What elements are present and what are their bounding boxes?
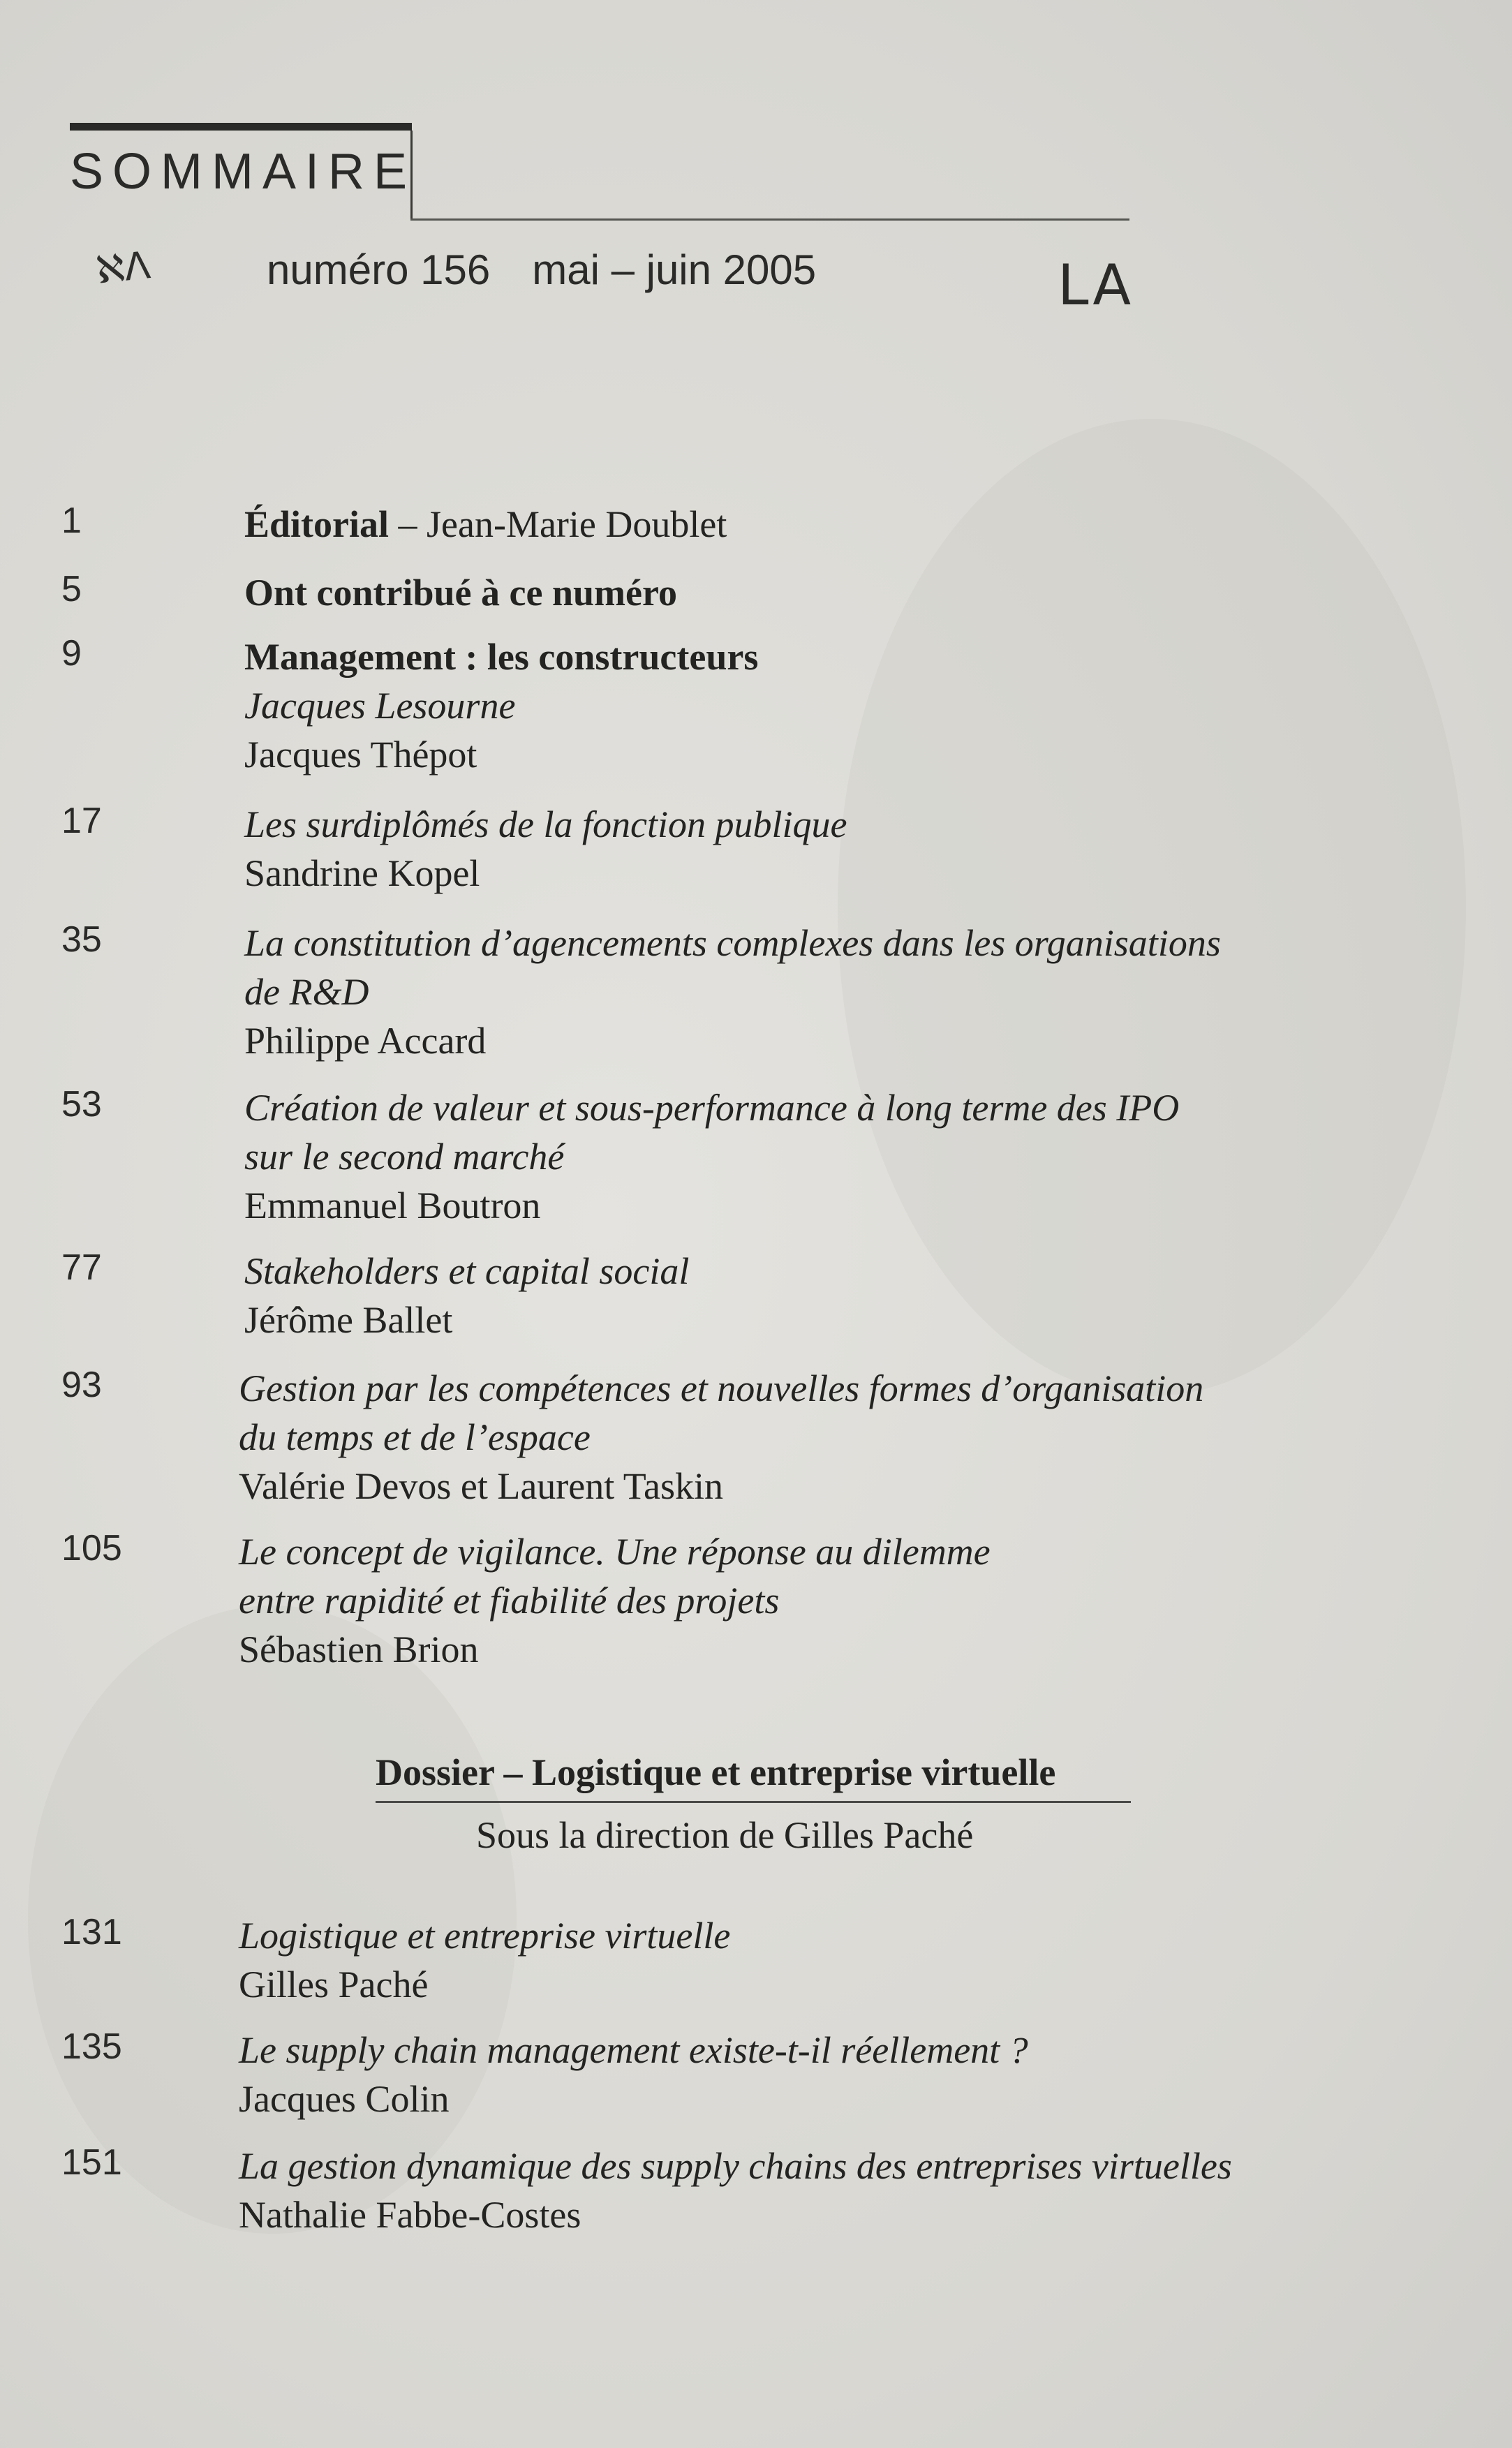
- toc-page-number: 105: [61, 1528, 122, 1568]
- toc-title-continued: entre rapidité et fiabilité des projets: [239, 1580, 780, 1622]
- toc-page-number: 5: [61, 569, 82, 609]
- toc-page-number: 35: [61, 919, 102, 960]
- toc-page-number: 53: [61, 1084, 102, 1125]
- toc-title: Le concept de vigilance. Une réponse au dilemme: [239, 1531, 991, 1573]
- toc-author: Valérie Devos et Laurent Taskin: [239, 1465, 723, 1507]
- toc-entry-lines: [244, 1083, 1431, 1230]
- toc-title: Éditorial: [244, 503, 390, 545]
- toc-title: Le supply chain management existe-t-il réellement ?: [239, 2029, 1028, 2071]
- toc-entry-lines: [239, 1527, 1425, 1674]
- toc-title-continued: du temps et de l’espace: [239, 1416, 591, 1458]
- toc-entry-lines: [239, 2026, 1425, 2123]
- toc-title: Ont contribué à ce numéro: [244, 572, 677, 614]
- toc-author: Gilles Paché: [239, 1964, 429, 2005]
- toc-author: Philippe Accard: [244, 1020, 487, 1062]
- toc-title: Logistique et entreprise virtuelle: [239, 1915, 731, 1957]
- toc-title-line: [244, 500, 1431, 549]
- toc-author: Emmanuel Boutron: [244, 1185, 541, 1226]
- toc-author: Jérôme Ballet: [244, 1299, 453, 1341]
- toc-page-number: 131: [61, 1912, 122, 1952]
- toc-author: Nathalie Fabbe-Costes: [239, 2194, 581, 2236]
- toc-author: Sandrine Kopel: [244, 852, 480, 894]
- toc-author: Jacques Lesourne: [244, 685, 516, 727]
- toc-page-number: 77: [61, 1247, 102, 1288]
- issue-line: [267, 246, 816, 294]
- toc-author: Jacques Thépot: [244, 734, 477, 776]
- toc-page-number: 135: [61, 2026, 122, 2067]
- toc-title: La gestion dynamique des supply chains des entreprises virtuelles: [239, 2145, 1232, 2187]
- toc-entry-lines: [244, 632, 1431, 779]
- toc-title-continued: de R&D: [244, 971, 369, 1013]
- toc-title: Création de valeur et sous-performance à long terme des IPO: [244, 1087, 1180, 1129]
- toc-page-number: 1: [61, 500, 82, 541]
- toc-title: Gestion par les compétences et nouvelles formes d’organisation: [239, 1367, 1204, 1409]
- toc-entry-lines: [244, 568, 1431, 617]
- toc-entry-lines: [244, 800, 1431, 898]
- toc-title: Les surdiplômés de la fonction publique: [244, 803, 847, 845]
- toc-entry-lines: [244, 919, 1431, 1065]
- toc-author-inline: – Jean-Marie Doublet: [389, 503, 727, 545]
- issue-number: numéro 156: [267, 246, 491, 293]
- toc-entry-lines: [239, 1911, 1425, 2009]
- toc-author: Jacques Colin: [239, 2078, 450, 2120]
- toc-title-continued: sur le second marché: [244, 1136, 565, 1178]
- page-title: SOMMAIRE: [70, 144, 417, 200]
- toc-entry-lines: [239, 1364, 1425, 1511]
- toc-entry-lines: [244, 500, 1431, 549]
- dossier-title: Dossier – Logistique et entreprise virtuelle: [376, 1751, 1056, 1793]
- toc-page-number: 9: [61, 633, 82, 674]
- toc-page-number: 93: [61, 1365, 102, 1405]
- toc-entry-lines: [244, 1247, 1431, 1344]
- toc-entry-lines: [239, 2142, 1425, 2239]
- toc-title: La constitution d’agencements complexes dans les organisations: [244, 922, 1221, 964]
- toc-page-number: 151: [61, 2142, 122, 2183]
- handwritten-annotation-right: LA: [1058, 253, 1134, 318]
- toc-title: Stakeholders et capital social: [244, 1250, 690, 1292]
- toc-author: Sébastien Brion: [239, 1629, 479, 1670]
- dossier-underline: [376, 1801, 1131, 1803]
- toc-page-number: 17: [61, 801, 102, 841]
- issue-date: mai – juin 2005: [532, 246, 817, 293]
- header-rule: [70, 123, 412, 131]
- dossier-subtitle: Sous la direction de Gilles Paché: [476, 1814, 974, 1856]
- header-divider-horizontal: [410, 218, 1129, 221]
- toc-title: Management : les constructeurs: [244, 636, 759, 678]
- handwritten-annotation-left: ℵΛ: [94, 243, 153, 292]
